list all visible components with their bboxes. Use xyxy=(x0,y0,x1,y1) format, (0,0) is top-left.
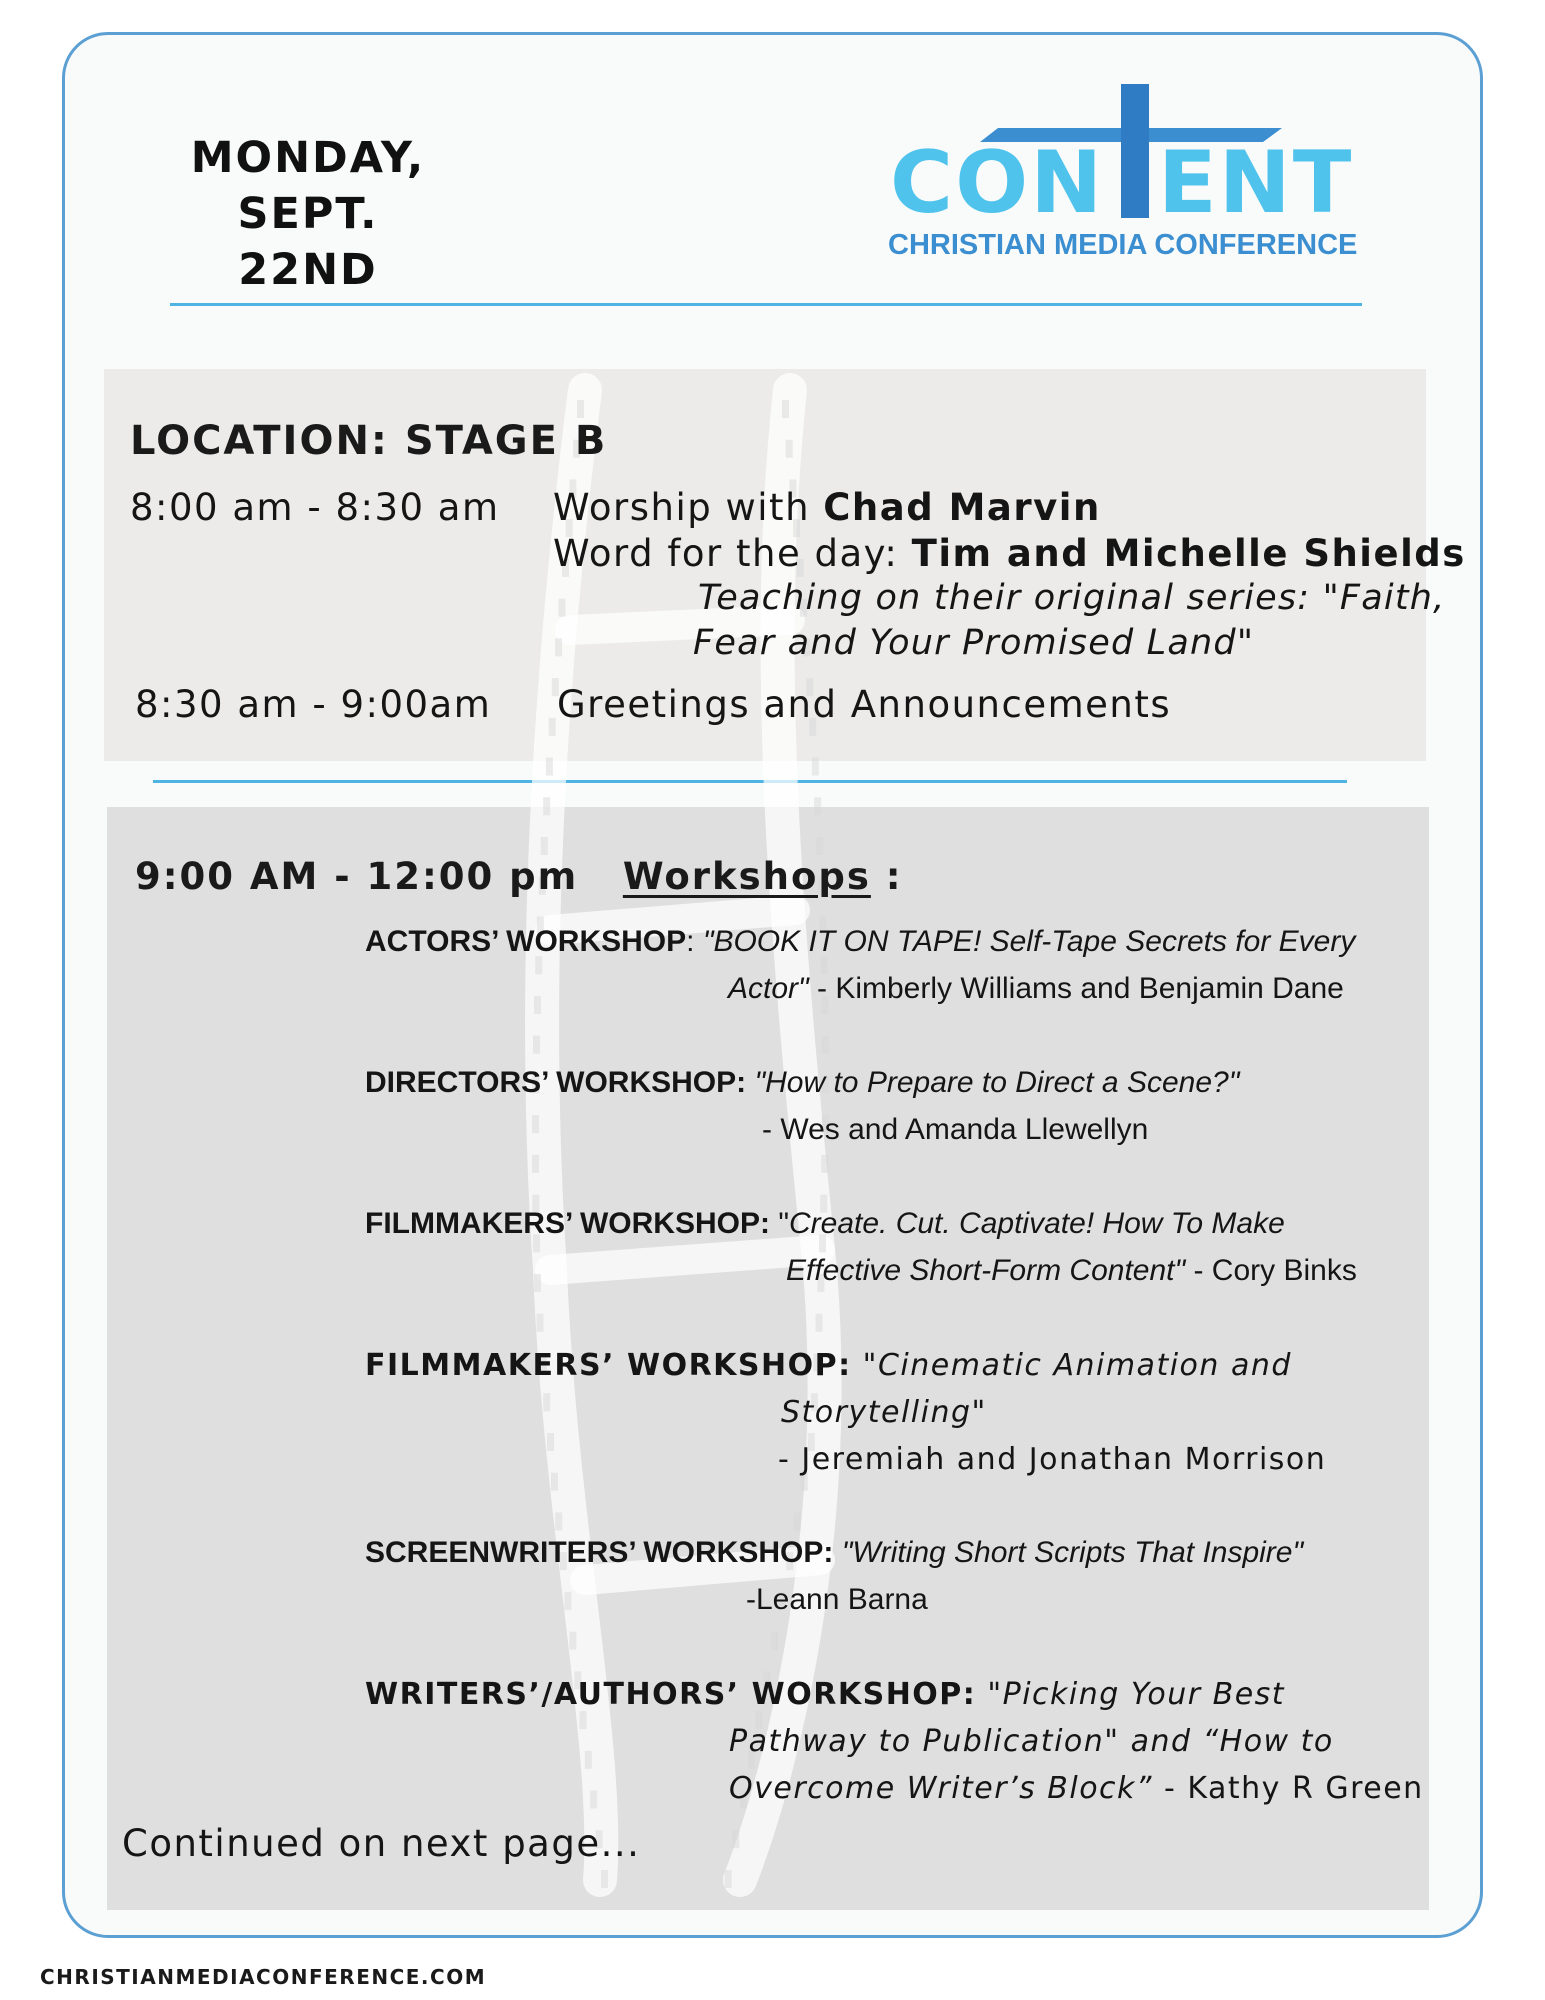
teaching-description: Fear and Your Promised Land" xyxy=(693,623,1255,663)
content-logo xyxy=(880,82,1400,272)
workshop-presenter: -Leann Barna xyxy=(746,1583,928,1616)
film-sprocket xyxy=(543,1393,550,1411)
film-sprocket xyxy=(534,996,541,1014)
film-sprocket xyxy=(577,400,584,418)
film-sprocket xyxy=(725,1870,732,1888)
workshop-title: "Cinematic Animation and xyxy=(851,1348,1292,1383)
film-sprocket xyxy=(601,1870,608,1888)
workshop-item-line: Storytelling" xyxy=(781,1395,987,1430)
film-sprocket xyxy=(555,1512,562,1530)
film-sprocket xyxy=(816,837,823,855)
film-sprocket xyxy=(569,1632,576,1650)
film-sprocket xyxy=(771,1632,778,1650)
workshop-item-line: Pathway to Publication" and “How to xyxy=(729,1724,1334,1759)
logo-wordmark-left: CON xyxy=(890,133,1105,233)
logo-wordmark-right: ENT xyxy=(1158,133,1354,233)
workshop-label: FILMMAKERS’ WORKSHOP: xyxy=(365,1207,770,1240)
film-sprocket xyxy=(541,837,548,855)
film-sprocket xyxy=(532,1115,539,1133)
film-sprocket xyxy=(546,758,553,776)
film-sprocket xyxy=(537,1314,544,1332)
workshops-time: 9:00 AM - 12:00 pm xyxy=(135,855,579,898)
film-sprocket xyxy=(564,1592,571,1610)
workshop-title: "How to Prepare to Direct a Scene?" xyxy=(746,1066,1240,1099)
film-sprocket xyxy=(585,1751,592,1769)
film-sprocket xyxy=(812,758,819,776)
stage-item-word: Word for the day: Tim and Michelle Shields xyxy=(553,532,1466,575)
workshop-label: WRITERS’/AUTHORS’ WORKSHOP: xyxy=(365,1677,977,1712)
film-sprocket xyxy=(547,1433,554,1451)
workshop-item: ACTORS’ WORKSHOP: "BOOK IT ON TAPE! Self-Tape Secrets for Every xyxy=(365,925,1356,958)
workshop-item: FILMMAKERS’ WORKSHOP: "Create. Cut. Captivate! How To Make xyxy=(365,1207,1285,1240)
film-sprocket xyxy=(533,1036,540,1054)
film-sprocket xyxy=(551,1473,558,1491)
workshop-title: "Picking Your Best xyxy=(976,1677,1286,1712)
workshop-label: SCREENWRITERS’ WORKSHOP: xyxy=(365,1536,834,1569)
film-sprocket xyxy=(821,1155,828,1173)
workshop-item-line: Effective Short-Form Content" - Cory Binks xyxy=(786,1254,1357,1287)
workshop-title: "BOOK IT ON TAPE! Self-Tape Secrets for Every xyxy=(702,925,1356,958)
film-sprocket xyxy=(732,1830,739,1848)
event-date xyxy=(178,130,438,298)
stage-item-worship: Worship with Chad Marvin xyxy=(553,486,1101,529)
film-sprocket xyxy=(590,1791,597,1809)
workshops-heading: 9:00 AM - 12:00 pm Workshops : xyxy=(135,855,903,898)
worship-leader: Chad Marvin xyxy=(823,486,1101,529)
workshop-item xyxy=(365,1348,1292,1383)
stage-item-time: 8:00 am - 8:30 am xyxy=(130,486,500,529)
workshop-item-line: Overcome Writer’s Block” - Kathy R Green xyxy=(729,1771,1424,1806)
speakers: Tim and Michelle Shields xyxy=(911,532,1466,575)
film-sprocket xyxy=(822,1036,829,1054)
film-sprocket xyxy=(543,797,550,815)
film-sprocket xyxy=(558,599,565,617)
workshop-label: DIRECTORS’ WORKSHOP: xyxy=(365,1066,747,1099)
workshop-presenter: - Kimberly Williams and Benjamin Dane xyxy=(808,972,1344,1005)
film-sprocket xyxy=(782,400,789,418)
workshop-item xyxy=(365,1066,1239,1100)
film-sprocket xyxy=(580,1711,587,1729)
workshop-item xyxy=(365,1677,1285,1712)
film-sprocket xyxy=(786,440,793,458)
workshop-presenter: - Jeremiah and Jonathan Morrison xyxy=(778,1442,1327,1477)
stage-item-time: 8:30 am - 9:00am xyxy=(135,683,492,726)
logo-cross-post xyxy=(1121,84,1149,218)
logo-tagline: CHRISTIAN MEDIA CONFERENCE xyxy=(888,229,1358,261)
film-sprocket xyxy=(794,1512,801,1530)
workshop-label: FILMMAKERS’ WORKSHOP: xyxy=(365,1348,852,1383)
continued-note: Continued on next page... xyxy=(122,1822,641,1865)
workshop-item-line: Actor" - Kimberly Williams and Benjamin Dane xyxy=(728,972,1344,1005)
stage-location: LOCATION: STAGE B xyxy=(130,418,608,464)
film-sprocket xyxy=(534,1274,541,1292)
header-divider xyxy=(170,303,1362,306)
film-sprocket xyxy=(532,1155,539,1173)
teaching-description: Teaching on their original series: "Faith, xyxy=(698,578,1446,618)
workshop-presenter: - Wes and Amanda Llewellyn xyxy=(762,1113,1149,1146)
workshop-title: Create. Cut. Captivate! How To Make xyxy=(788,1207,1285,1240)
film-sprocket xyxy=(816,1314,823,1332)
website-url[interactable]: CHRISTIANMEDIACONFERENCE.COM xyxy=(40,1965,487,1989)
workshop-presenter: - Cory Binks xyxy=(1185,1254,1357,1287)
workshop-label: ACTORS’ WORKSHOP xyxy=(365,925,687,958)
workshop-title: "Writing Short Scripts That Inspire" xyxy=(833,1536,1304,1569)
workshops-title: Workshops xyxy=(622,855,871,898)
film-sprocket xyxy=(549,718,556,736)
date-weekday: MONDAY, xyxy=(190,133,426,183)
workshop-item xyxy=(365,1536,1303,1570)
film-sprocket xyxy=(814,797,821,815)
film-sprocket xyxy=(555,638,562,656)
stage-item-title: Greetings and Announcements xyxy=(557,683,1172,726)
workshop-presenter: - Kathy R Green xyxy=(1152,1771,1424,1806)
date-day: SEPT. 22ND xyxy=(237,189,379,295)
